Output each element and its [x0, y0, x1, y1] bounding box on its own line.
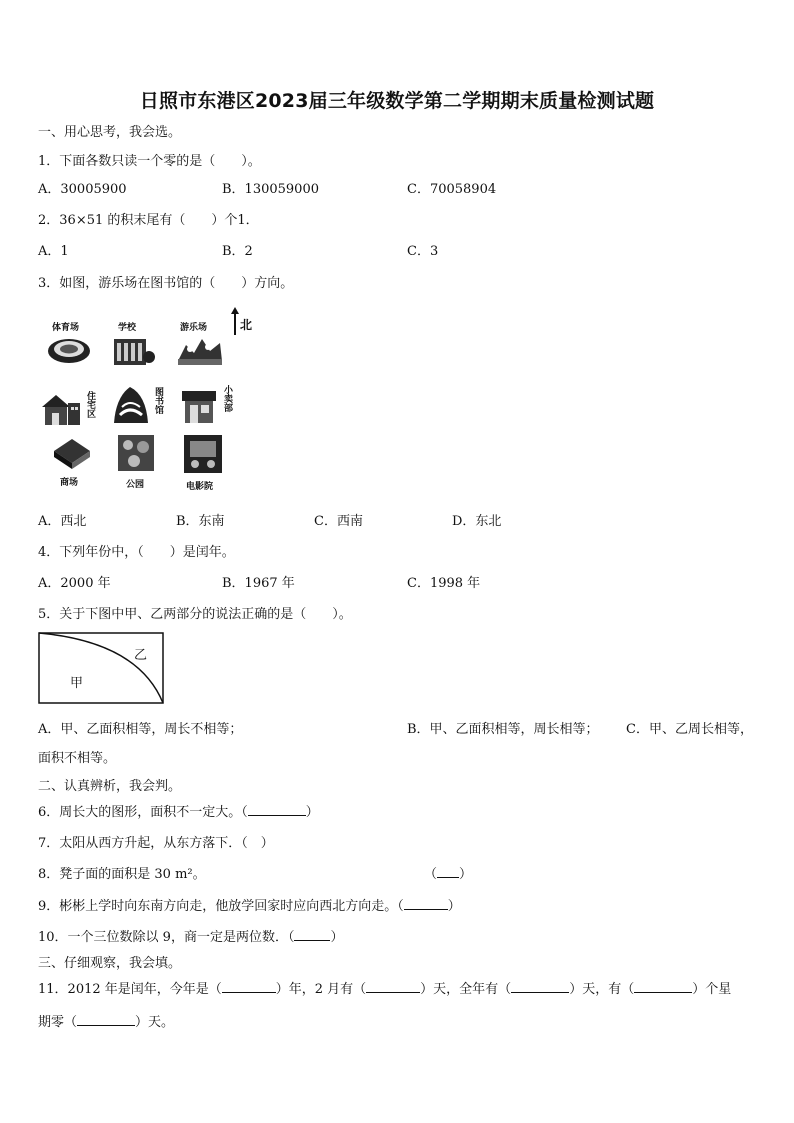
- q3-option-c: C．西南: [314, 514, 363, 529]
- stadium-icon: [46, 331, 92, 365]
- q11-part1: 11．2012 年是闰年，今年是（: [38, 982, 222, 997]
- q11-blank-feb-days[interactable]: [366, 980, 420, 993]
- q7-text: 7．太阳从西方升起，从东方落下．（ ）: [38, 836, 274, 851]
- q8-answer: [424, 863, 472, 882]
- q6-text: 6．周长大的图形，面积不一定大。（: [38, 805, 248, 820]
- q11-part3: ）天，全年有（: [420, 982, 512, 997]
- q11-line1: [38, 978, 731, 997]
- map-label-xiaomaibu: 小卖部: [222, 385, 232, 412]
- q11-part7: ）天。: [135, 1015, 175, 1030]
- q3-option-b: B．东南: [176, 514, 225, 529]
- page-title: 日照市东港区2023届三年级数学第二学期期末质量检测试题: [139, 90, 655, 112]
- library-icon: [110, 383, 152, 429]
- q11-part6: 期零（: [38, 1015, 78, 1030]
- shop-icon: [180, 387, 218, 427]
- q11-blank-extra-days[interactable]: [77, 1013, 135, 1026]
- mall-icon: [50, 437, 94, 471]
- map-label-dianyingyuan: 电影院: [186, 482, 214, 492]
- q4-option-a: A．2000 年: [38, 576, 111, 591]
- q8-paren-close: ）: [459, 867, 473, 882]
- q3-option-d: D．东北: [452, 514, 502, 529]
- q9-line: [38, 895, 461, 914]
- q10-text: 10．一个三位数除以 9，商一定是两位数．（: [38, 930, 295, 945]
- cinema-icon: [182, 433, 224, 475]
- q2-option-c: C．3: [407, 244, 439, 259]
- section1-heading: 一、用心思考，我会选。: [38, 125, 182, 140]
- q8-answer-blank[interactable]: [437, 865, 459, 878]
- q11-part4: ）天，有（: [569, 982, 635, 997]
- q5-figure-shape: [38, 632, 164, 704]
- q6-close: ）: [305, 805, 319, 820]
- map-label-tushuguan: 图书馆: [153, 387, 163, 414]
- map-label-tiyuchang: 体育场: [52, 323, 80, 333]
- q5-figure: [38, 632, 164, 704]
- q5-label-jia: 甲: [70, 676, 84, 691]
- amusement-park-icon: [176, 331, 224, 367]
- residential-area-icon: [40, 389, 82, 429]
- q5-label-yi: 乙: [134, 648, 148, 663]
- q2-option-b: B．2: [222, 244, 253, 259]
- q5-option-c: C．甲、乙周长相等，: [626, 722, 753, 737]
- q11-blank-year[interactable]: [222, 980, 276, 993]
- q5-option-a: A．甲、乙面积相等，周长不相等；: [38, 722, 243, 737]
- q5-stem: 5．关于下图中甲、乙两部分的说法正确的是（ ）。: [38, 607, 352, 622]
- q11-blank-weeks[interactable]: [634, 980, 692, 993]
- q1-stem: 1．下面各数只读一个零的是（ ）。: [38, 154, 261, 169]
- section3-heading: 三、仔细观察，我会填。: [38, 956, 182, 971]
- q5-option-b: B．甲、乙面积相等，周长相等；: [407, 722, 599, 737]
- q11-part5: ）个星: [692, 982, 732, 997]
- q2-stem: 2．36×51 的积末尾有（ ）个1．: [38, 213, 259, 228]
- q4-option-b: B．1967 年: [222, 576, 295, 591]
- q1-option-c: C．70058904: [407, 182, 497, 197]
- map-label-shangchang: 商场: [60, 478, 79, 488]
- q9-close: ）: [447, 899, 461, 914]
- q2-option-a: A．1: [38, 244, 69, 259]
- q4-stem: 4．下列年份中，（ ）是闰年。: [38, 545, 235, 560]
- q4-option-c: C．1998 年: [407, 576, 481, 591]
- map-label-youlechang: 游乐场: [180, 323, 208, 333]
- q11-line2: [38, 1011, 174, 1030]
- q1-option-a: A．30005900: [38, 182, 127, 197]
- map-label-zhuzhaiqu: 住宅区: [85, 391, 95, 418]
- q11-blank-year-days[interactable]: [511, 980, 569, 993]
- map-label-gongyuan: 公园: [126, 480, 145, 490]
- q10-answer-blank[interactable]: [294, 928, 330, 941]
- school-icon: [112, 331, 156, 367]
- q10-line: [38, 926, 343, 945]
- q3-option-a: A．西北: [38, 514, 87, 529]
- q8-paren-open: （: [424, 867, 438, 882]
- q6-answer-blank[interactable]: [248, 803, 306, 816]
- section2-heading: 二、认真辨析，我会判。: [38, 779, 182, 794]
- q5-option-c-continued: 面积不相等。: [38, 751, 117, 766]
- park-icon: [116, 433, 156, 473]
- q11-part2: ）年，2 月有（: [275, 982, 367, 997]
- q3-map-figure: [40, 305, 270, 495]
- q10-close: ）: [330, 930, 344, 945]
- q9-answer-blank[interactable]: [404, 897, 448, 910]
- q1-option-b: B．130059000: [222, 182, 319, 197]
- map-label-xuexiao: 学校: [118, 323, 137, 333]
- q9-text: 9．彬彬上学时向东南方向走，他放学回家时应向西北方向走。（: [38, 899, 404, 914]
- q3-stem: 3．如图，游乐场在图书馆的（ ）方向。: [38, 276, 294, 291]
- north-label: 北: [240, 318, 253, 332]
- q6-line: [38, 801, 319, 820]
- q8-text: 8．凳子面的面积是 30 m²。: [38, 867, 206, 882]
